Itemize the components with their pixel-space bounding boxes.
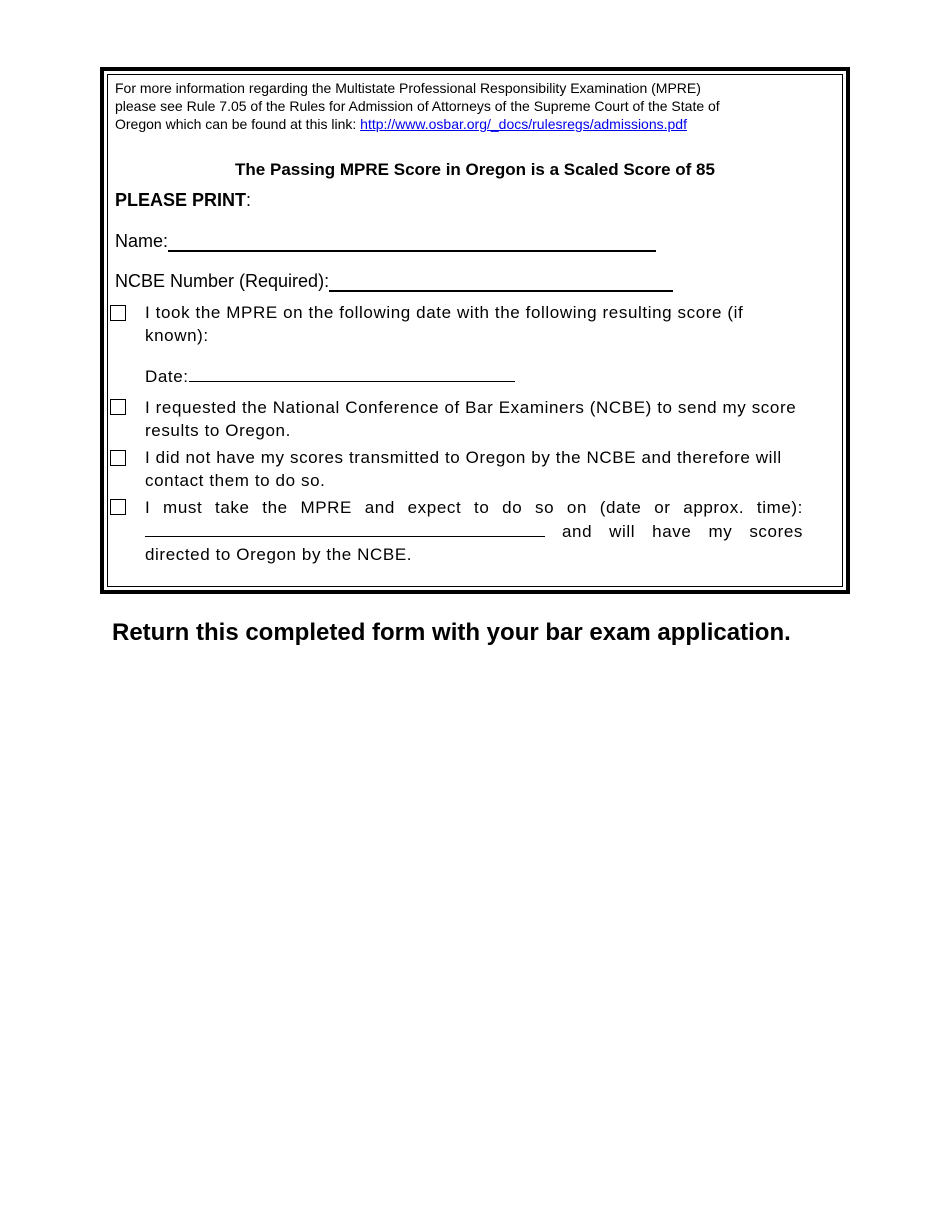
- info-line-1: For more information regarding the Multistate Professional Responsibility Examination (MPRE): [115, 80, 701, 96]
- not-transmitted-checkbox[interactable]: [110, 450, 126, 466]
- info-line-2: please see Rule 7.05 of the Rules for Admission of Attorneys of the Supreme Court of the State of: [115, 98, 720, 114]
- please-print-label: [115, 190, 251, 211]
- info-line-3: [115, 115, 815, 133]
- info-line-3-prefix: Oregon which can be found at this link:: [115, 116, 361, 132]
- please-print-colon: :: [246, 190, 252, 210]
- took-mpre-checkbox[interactable]: [110, 305, 126, 321]
- admissions-rules-link[interactable]: http://www.osbar.org/_docs/rulesregs/admissions.pdf: [360, 116, 687, 132]
- must-take-text-part-1: I must take the MPRE and expect to do so on (date or approx. time):: [145, 498, 803, 517]
- date-input-line[interactable]: [189, 364, 515, 382]
- date-field: [145, 364, 803, 388]
- took-mpre-text: I took the MPRE on the following date with the following resulting score (if known):: [145, 303, 744, 345]
- passing-score-heading: The Passing MPRE Score in Oregon is a Scaled Score of 85: [235, 160, 715, 179]
- name-field: [115, 230, 656, 252]
- requested-ncbe-checkbox[interactable]: [110, 399, 126, 415]
- ncbe-number-label: NCBE Number (Required):: [115, 271, 330, 291]
- ncbe-number-input-line[interactable]: [329, 270, 673, 292]
- return-form-instruction: Return this completed form with your bar exam application.: [112, 619, 791, 646]
- mpre-info-text: [115, 79, 815, 133]
- please-print-bold: PLEASE PRINT: [115, 190, 247, 210]
- ncbe-number-field: [115, 270, 673, 292]
- requested-ncbe-text: I requested the National Conference of Bar Examiners (NCBE) to send my score results to Oregon.: [145, 398, 797, 440]
- name-input-line[interactable]: [168, 230, 656, 252]
- must-take-text: [145, 496, 803, 566]
- not-transmitted-text: I did not have my scores transmitted to Oregon by the NCBE and therefore will contact them to do so.: [145, 448, 782, 490]
- must-take-checkbox[interactable]: [110, 499, 126, 515]
- approx-date-input-line[interactable]: [145, 519, 545, 537]
- must-take-text-part-2: and will have my scores directed to Oregon by the NCBE.: [145, 522, 803, 564]
- date-label: Date:: [145, 367, 189, 386]
- name-label: Name:: [115, 231, 169, 251]
